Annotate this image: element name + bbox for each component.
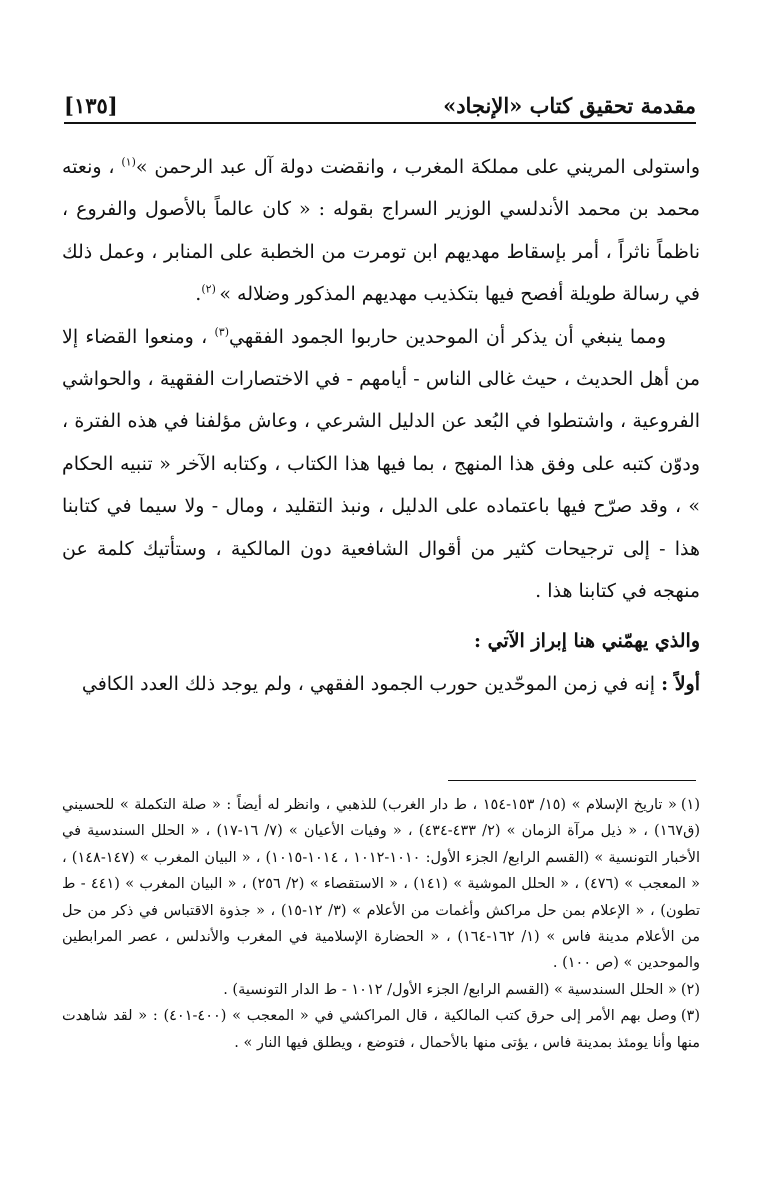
- main-text: [62, 146, 700, 705]
- paragraph-2-text-a: ومما ينبغي أن يذكر أن الموحدين حاربوا الجمود الفقهي: [228, 325, 666, 348]
- footnote-1: [62, 792, 700, 977]
- footnote-3-text: وصل بهم الأمر إلى حرق كتب المالكية ، قال المراكشي في « المعجب » (٤٠٠-٤٠١) : « لقد شاهدت منها وأنا يومئذ بمدينة فاس ، يؤتى منها بالأحمال ، فتوضع ، ويطلق فيها النار » .: [62, 1008, 700, 1051]
- footnote-3: [62, 1003, 700, 1056]
- footnote-ref-1: (١): [121, 155, 136, 169]
- header-title: مقدمة تحقيق كتاب «الإنجاد»: [443, 93, 696, 118]
- running-header: [64, 84, 696, 118]
- paragraph-3-lead: أولاً :: [661, 672, 700, 695]
- paragraph-1-text-b: ، ونعته محمد بن محمد الأندلسي الوزير السراج بقوله : « كان عالماً بالأصول والفروع ، ناظماً ناثراً ، أمر بإسقاط مهديهم ابن تومرت من الخطبة على المنابر ، وعمل ذلك في رسالة طويلة أفصح فيها بتكذيب مهديهم المذكور وضلاله »: [62, 156, 700, 306]
- paragraph-2-text-b: ، ومنعوا القضاء إلا من أهل الحديث ، حيث غالى الناس - أيامهم - في الاختصارات الفقهية ، والحواشي الفروعية ، واشتطوا في البُعد عن الدليل الشرعي ، وعاش مؤلفنا في هذه الفترة ، ودوّن كتبه على وفق هذا المنهج ، بما فيها هذا الكتاب ، وكتابه الآخر « تنبيه الحكام » ، وقد صرّح فيها باعتماده على الدليل ، ونبذ التقليد ، ومال - ولا سيما في كتابنا هذا - إلى ترجيحات كثير من أقوال الشافعية دون المالكية ، وستأتيك كلمة عن منهجه في كتابنا هذا .: [62, 325, 700, 603]
- footnote-2: [62, 977, 700, 1003]
- subheading: والذي يهمّني هنا إبراز الآتي :: [473, 630, 700, 653]
- footnote-3-label: (٣): [680, 1008, 700, 1025]
- footnote-2-label: (٢): [680, 981, 700, 998]
- footnote-1-text: « تاريخ الإسلام » (١٥/ ١٥٣-١٥٤ ، ط دار الغرب) للذهبي ، وانظر له أيضاً : « صلة التكملة » للحسيني (ق١٦٧) ، « ذيل مرآة الزمان » (٢/ ٤٣٣-٤٣٤) ، « وفيات الأعيان » (٧/ ١٦-١٧) ، « الحلل السندسية في الأخبار التونسية » (القسم الرابع/ الجزء الأول: ١٠١٠-١٠١٢ ، ١٠١٤-١٠١٥) ، « البيان المغرب » (١٤٧-١٤٨) ، « المعجب » (٤٧٦) ، « الحلل الموشية » (١٤١) ، « الاستقصاء » (٢/ ٢٥٦) ، « البيان المغرب » (٤٤١ - ط تطون) ، « الإعلام بمن حل مراكش وأغمات من الأعلام » (٣/ ١٢-١٥) ، « جذوة الاقتباس في ذكر من حل من الأعلام مدينة فاس » (١/ ١٦٢-١٦٤) ، « الحضارة الإسلامية في المغرب والأندلس ، عصر المرابطين والموحدين » (ص ١٠٠) .: [62, 797, 701, 972]
- footnote-ref-3: (٣): [214, 325, 229, 339]
- footnote-ref-2: (٢): [201, 282, 220, 296]
- page-number: [١٣٥]: [64, 93, 118, 118]
- paragraph-3-text: إنه في زمن الموحّدين حورب الجمود الفقهي ، ولم يوجد ذلك العدد الكافي: [81, 672, 662, 695]
- footnote-2-text: « الحلل السندسية » (القسم الرابع/ الجزء الأول/ ١٠١٢ - ط الدار التونسية) .: [223, 981, 677, 998]
- footnotes: [62, 792, 700, 1056]
- footnote-divider: [448, 780, 696, 781]
- footnote-1-label: (١): [680, 797, 700, 813]
- paragraph-1-text-c: .: [195, 283, 202, 306]
- paragraph-3: [62, 663, 700, 705]
- paragraph-1: [62, 146, 700, 316]
- header-divider: [64, 122, 696, 124]
- paragraph-1-text-a: واستولى المريني على مملكة المغرب ، وانقضت دولة آل عبد الرحمن »: [135, 156, 700, 178]
- paragraph-2: [62, 316, 700, 613]
